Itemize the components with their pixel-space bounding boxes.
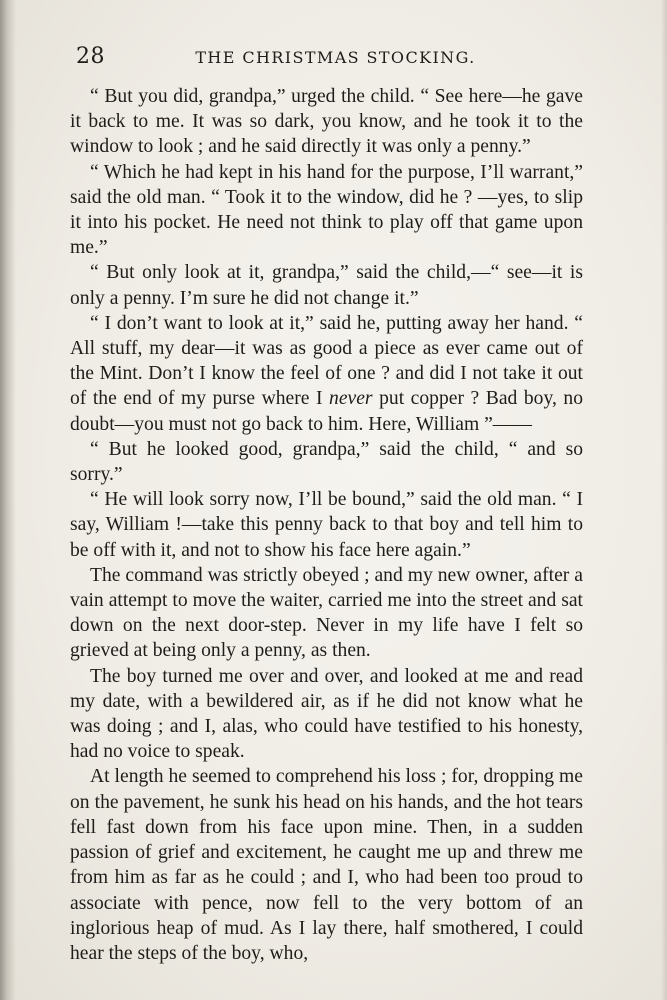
- text-segment: “ He will look sorry now, I’ll be bound,” said the old man. “ I say, William !—take this penny back to that boy and tell him to be off with it, and not to show his face here again.”: [70, 489, 583, 561]
- paragraph: [70, 84, 583, 160]
- text-segment: “ But he looked good, grandpa,” said the child, “ and so sorry.”: [70, 438, 583, 486]
- text-segment: “ But you did, grandpa,” urged the child. “ See here—he gave it back to me. It was so dark, you know, and he took it to the window to look ; and he said directly it was only a penny.”: [70, 86, 583, 158]
- text-segment: At length he seemed to comprehend his loss ; for, dropping me on the pavement, he sunk his head on his hands, and the hot tears fell fast down from his face upon mine. Then, in a sudden passion of grief and excitement, he caught me up and threw me from him as far as he could ; and I, who had been too proud to associate with pence, now fell to the very bottom of an inglorious heap of mud. As I lay there, half smothered, I could hear the steps of the boy, who,: [70, 766, 583, 964]
- paragraph: [70, 563, 583, 664]
- text-segment: “ Which he had kept in his hand for the purpose, I’ll warrant,” said the old man. “ Took it to the window, did he ? —yes, to slip it into his pocket. He need not think to play off that game upon me.”: [70, 161, 583, 259]
- paragraph: [70, 437, 583, 487]
- text-segment: “ I don’t want to look at it,” said he, putting away her hand. “ All stuff, my dear—it was as good a piece as ever came out of the Mint. Don’t I know the feel of one ? and did I not take it out of the end of my purse where I: [70, 312, 583, 410]
- paragraph: [70, 764, 583, 966]
- text-segment: The command was strictly obeyed ; and my new owner, after a vain attempt to move the waiter, carried me into the street and sat down on the next door-step. Never in my life have I felt so grieved at being only a penny, as then.: [70, 564, 583, 662]
- page-gutter-shadow: [0, 0, 16, 1000]
- paragraph: [70, 664, 583, 765]
- paragraph: [70, 260, 583, 310]
- running-title: THE CHRISTMAS STOCKING.: [195, 48, 476, 67]
- text-segment: The boy turned me over and over, and looked at me and read my date, with a bewildered air, as if he did not know what he was doing ; and I, alas, who could have testified to his honesty, had no voice to speak.: [70, 665, 583, 763]
- page-header: [70, 44, 583, 74]
- paragraph: [70, 311, 583, 437]
- paragraph: [70, 160, 583, 261]
- italic-text-segment: never: [329, 388, 373, 410]
- text-segment: put copper ? Bad boy, no doubt—you must not go back to him. Here, William ”——: [70, 388, 583, 435]
- paragraph: [70, 487, 583, 563]
- page-edge-shadow: [661, 0, 667, 1000]
- page-number: 28: [76, 44, 105, 69]
- text-segment: “ But only look at it, grandpa,” said the child,—“ see—it is only a penny. I’m sure he did not change it.”: [70, 262, 583, 309]
- page-body-text: [70, 84, 583, 966]
